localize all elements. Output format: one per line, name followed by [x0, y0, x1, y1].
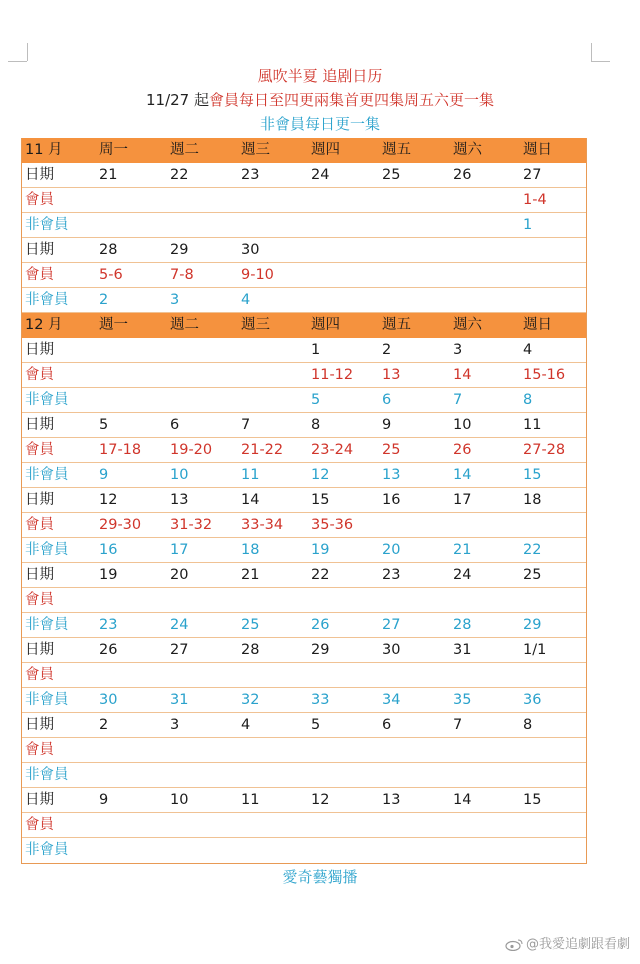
day-cell: 9	[99, 792, 109, 808]
date-row	[22, 488, 586, 513]
crop-mark	[591, 43, 592, 61]
day-cell: 24	[311, 167, 330, 183]
day-cell: 26	[453, 442, 472, 458]
row-label: 會員	[25, 742, 54, 758]
day-cell: 27	[523, 167, 542, 183]
day-cell: 34	[382, 692, 401, 708]
day-cell: 21	[99, 167, 118, 183]
day-cell: 23	[99, 617, 118, 633]
day-cell: 22	[523, 542, 542, 558]
day-cell: 30	[382, 642, 401, 658]
row-label: 日期	[25, 567, 54, 583]
day-cell: 23	[382, 567, 401, 583]
crop-mark	[27, 43, 28, 61]
day-cell: 2	[99, 717, 109, 733]
day-cell: 18	[241, 542, 260, 558]
day-cell: 24	[170, 617, 189, 633]
day-cell: 17-18	[99, 442, 142, 458]
day-cell: 19	[99, 567, 118, 583]
row-label: 日期	[25, 492, 54, 508]
weibo-icon	[505, 939, 523, 951]
day-cell: 9-10	[241, 267, 274, 283]
day-cell: 週四	[311, 142, 340, 158]
member-row	[22, 438, 586, 463]
day-cell: 35-36	[311, 517, 354, 533]
day-cell: 20	[170, 567, 189, 583]
day-cell: 19-20	[170, 442, 213, 458]
day-cell: 11	[241, 467, 260, 483]
crop-mark	[591, 61, 610, 62]
day-cell: 13	[382, 792, 401, 808]
day-cell: 25	[241, 617, 260, 633]
day-cell: 7-8	[170, 267, 194, 283]
row-label: 會員	[25, 517, 54, 533]
nonmember-row	[22, 838, 586, 863]
day-cell: 1	[311, 342, 321, 358]
row-label: 會員	[25, 192, 54, 208]
day-cell: 19	[311, 542, 330, 558]
day-cell: 16	[382, 492, 401, 508]
nonmember-rule: 非會員每日更一集	[259, 115, 380, 133]
nonmember-row	[22, 388, 586, 413]
row-label: 日期	[25, 242, 54, 258]
day-cell: 22	[311, 567, 330, 583]
day-cell: 6	[382, 717, 392, 733]
row-label: 12 月	[25, 317, 63, 333]
member-row	[22, 588, 586, 613]
day-cell: 7	[453, 392, 463, 408]
member-row	[22, 813, 586, 838]
day-cell: 33	[311, 692, 330, 708]
day-cell: 15	[523, 467, 542, 483]
day-cell: 4	[241, 292, 251, 308]
date-row	[22, 413, 586, 438]
day-cell: 20	[382, 542, 401, 558]
day-cell: 週五	[382, 142, 411, 158]
day-cell: 3	[170, 292, 180, 308]
day-cell: 週五	[382, 317, 411, 333]
day-cell: 16	[99, 542, 118, 558]
row-label: 非會員	[25, 217, 69, 233]
day-cell: 10	[170, 792, 189, 808]
day-cell: 29	[523, 617, 542, 633]
member-row	[22, 263, 586, 288]
nonmember-row	[22, 288, 586, 313]
day-cell: 26	[453, 167, 472, 183]
day-cell: 1	[523, 217, 533, 233]
day-cell: 25	[382, 442, 401, 458]
day-cell: 10	[170, 467, 189, 483]
day-cell: 5	[99, 417, 109, 433]
day-cell: 7	[241, 417, 251, 433]
day-cell: 31	[170, 692, 189, 708]
watermark-text: @我愛追劇跟看劇	[525, 937, 630, 952]
day-cell: 12	[311, 467, 330, 483]
day-cell: 12	[311, 792, 330, 808]
day-cell: 週二	[170, 317, 199, 333]
day-cell: 7	[453, 717, 463, 733]
day-cell: 31-32	[170, 517, 213, 533]
month-header-row	[22, 313, 586, 338]
subtitle-date: 11/27 起	[145, 91, 209, 109]
date-row	[22, 163, 586, 188]
row-label: 日期	[25, 167, 54, 183]
day-cell: 30	[241, 242, 260, 258]
row-label: 會員	[25, 592, 54, 608]
nonmember-row	[22, 538, 586, 563]
schedule-subtitle	[0, 90, 640, 110]
day-cell: 17	[453, 492, 472, 508]
day-cell: 21-22	[241, 442, 284, 458]
day-cell: 24	[453, 567, 472, 583]
nonmember-row	[22, 763, 586, 788]
day-cell: 週二	[170, 142, 199, 158]
day-cell: 11-12	[311, 367, 354, 383]
episode-calendar-table	[21, 138, 587, 864]
day-cell: 33-34	[241, 517, 284, 533]
page-title: 風吹半夏 追剧日历	[257, 67, 383, 85]
day-cell: 9	[382, 417, 392, 433]
day-cell: 3	[453, 342, 463, 358]
day-cell: 8	[523, 717, 533, 733]
member-row	[22, 663, 586, 688]
member-row	[22, 188, 586, 213]
day-cell: 週六	[453, 142, 482, 158]
day-cell: 1/1	[523, 642, 547, 658]
day-cell: 28	[99, 242, 118, 258]
day-cell: 2	[99, 292, 109, 308]
day-cell: 36	[523, 692, 542, 708]
day-cell: 31	[453, 642, 472, 658]
day-cell: 14	[453, 367, 472, 383]
day-cell: 35	[453, 692, 472, 708]
date-row	[22, 563, 586, 588]
row-label: 非會員	[25, 542, 69, 558]
day-cell: 25	[523, 567, 542, 583]
day-cell: 10	[453, 417, 472, 433]
row-label: 會員	[25, 817, 54, 833]
subtitle-member-rule: 會員每日至四更兩集首更四集周五六更一集	[208, 91, 494, 109]
date-row	[22, 713, 586, 738]
day-cell: 週三	[241, 142, 270, 158]
row-label: 日期	[25, 342, 54, 358]
row-label: 日期	[25, 717, 54, 733]
day-cell: 周一	[99, 142, 128, 158]
day-cell: 28	[241, 642, 260, 658]
day-cell: 週日	[523, 142, 552, 158]
month-header-row	[22, 138, 586, 163]
member-row	[22, 363, 586, 388]
day-cell: 23-24	[311, 442, 354, 458]
day-cell: 30	[99, 692, 118, 708]
day-cell: 週六	[453, 317, 482, 333]
day-cell: 18	[523, 492, 542, 508]
date-row	[22, 238, 586, 263]
day-cell: 29-30	[99, 517, 142, 533]
row-label: 日期	[25, 417, 54, 433]
day-cell: 17	[170, 542, 189, 558]
day-cell: 9	[99, 467, 109, 483]
day-cell: 25	[382, 167, 401, 183]
row-label: 日期	[25, 792, 54, 808]
day-cell: 週三	[241, 317, 270, 333]
row-label: 非會員	[25, 617, 69, 633]
day-cell: 21	[241, 567, 260, 583]
date-row	[22, 638, 586, 663]
day-cell: 5	[311, 717, 321, 733]
row-label: 非會員	[25, 767, 69, 783]
day-cell: 3	[170, 717, 180, 733]
member-row	[22, 513, 586, 538]
row-label: 會員	[25, 267, 54, 283]
day-cell: 28	[453, 617, 472, 633]
platform-label: 愛奇藝獨播	[282, 868, 358, 886]
day-cell: 23	[241, 167, 260, 183]
day-cell: 29	[311, 642, 330, 658]
day-cell: 32	[241, 692, 260, 708]
day-cell: 13	[382, 467, 401, 483]
row-label: 會員	[25, 442, 54, 458]
crop-mark	[8, 61, 27, 62]
day-cell: 21	[453, 542, 472, 558]
day-cell: 13	[170, 492, 189, 508]
day-cell: 8	[523, 392, 533, 408]
day-cell: 5-6	[99, 267, 123, 283]
row-label: 會員	[25, 667, 54, 683]
day-cell: 6	[382, 392, 392, 408]
day-cell: 27	[382, 617, 401, 633]
date-row	[22, 788, 586, 813]
row-label: 非會員	[25, 692, 69, 708]
day-cell: 6	[170, 417, 180, 433]
row-label: 非會員	[25, 467, 69, 483]
date-row	[22, 338, 586, 363]
day-cell: 22	[170, 167, 189, 183]
day-cell: 15-16	[523, 367, 566, 383]
day-cell: 11	[523, 417, 542, 433]
day-cell: 12	[99, 492, 118, 508]
day-cell: 14	[453, 467, 472, 483]
row-label: 非會員	[25, 292, 69, 308]
day-cell: 14	[241, 492, 260, 508]
row-label: 會員	[25, 367, 54, 383]
day-cell: 15	[523, 792, 542, 808]
day-cell: 26	[311, 617, 330, 633]
row-label: 非會員	[25, 392, 69, 408]
day-cell: 週四	[311, 317, 340, 333]
nonmember-row	[22, 613, 586, 638]
row-label: 非會員	[25, 842, 69, 858]
day-cell: 27	[170, 642, 189, 658]
day-cell: 14	[453, 792, 472, 808]
day-cell: 2	[382, 342, 392, 358]
nonmember-row	[22, 463, 586, 488]
day-cell: 15	[311, 492, 330, 508]
day-cell: 週一	[99, 317, 128, 333]
day-cell: 13	[382, 367, 401, 383]
day-cell: 27-28	[523, 442, 566, 458]
day-cell: 1-4	[523, 192, 547, 208]
day-cell: 8	[311, 417, 321, 433]
day-cell: 29	[170, 242, 189, 258]
nonmember-row	[22, 688, 586, 713]
day-cell: 4	[523, 342, 533, 358]
row-label: 日期	[25, 642, 54, 658]
day-cell: 5	[311, 392, 321, 408]
member-row	[22, 738, 586, 763]
day-cell: 11	[241, 792, 260, 808]
day-cell: 4	[241, 717, 251, 733]
day-cell: 週日	[523, 317, 552, 333]
row-label: 11 月	[25, 142, 63, 158]
day-cell: 26	[99, 642, 118, 658]
nonmember-row	[22, 213, 586, 238]
watermark	[505, 936, 630, 954]
